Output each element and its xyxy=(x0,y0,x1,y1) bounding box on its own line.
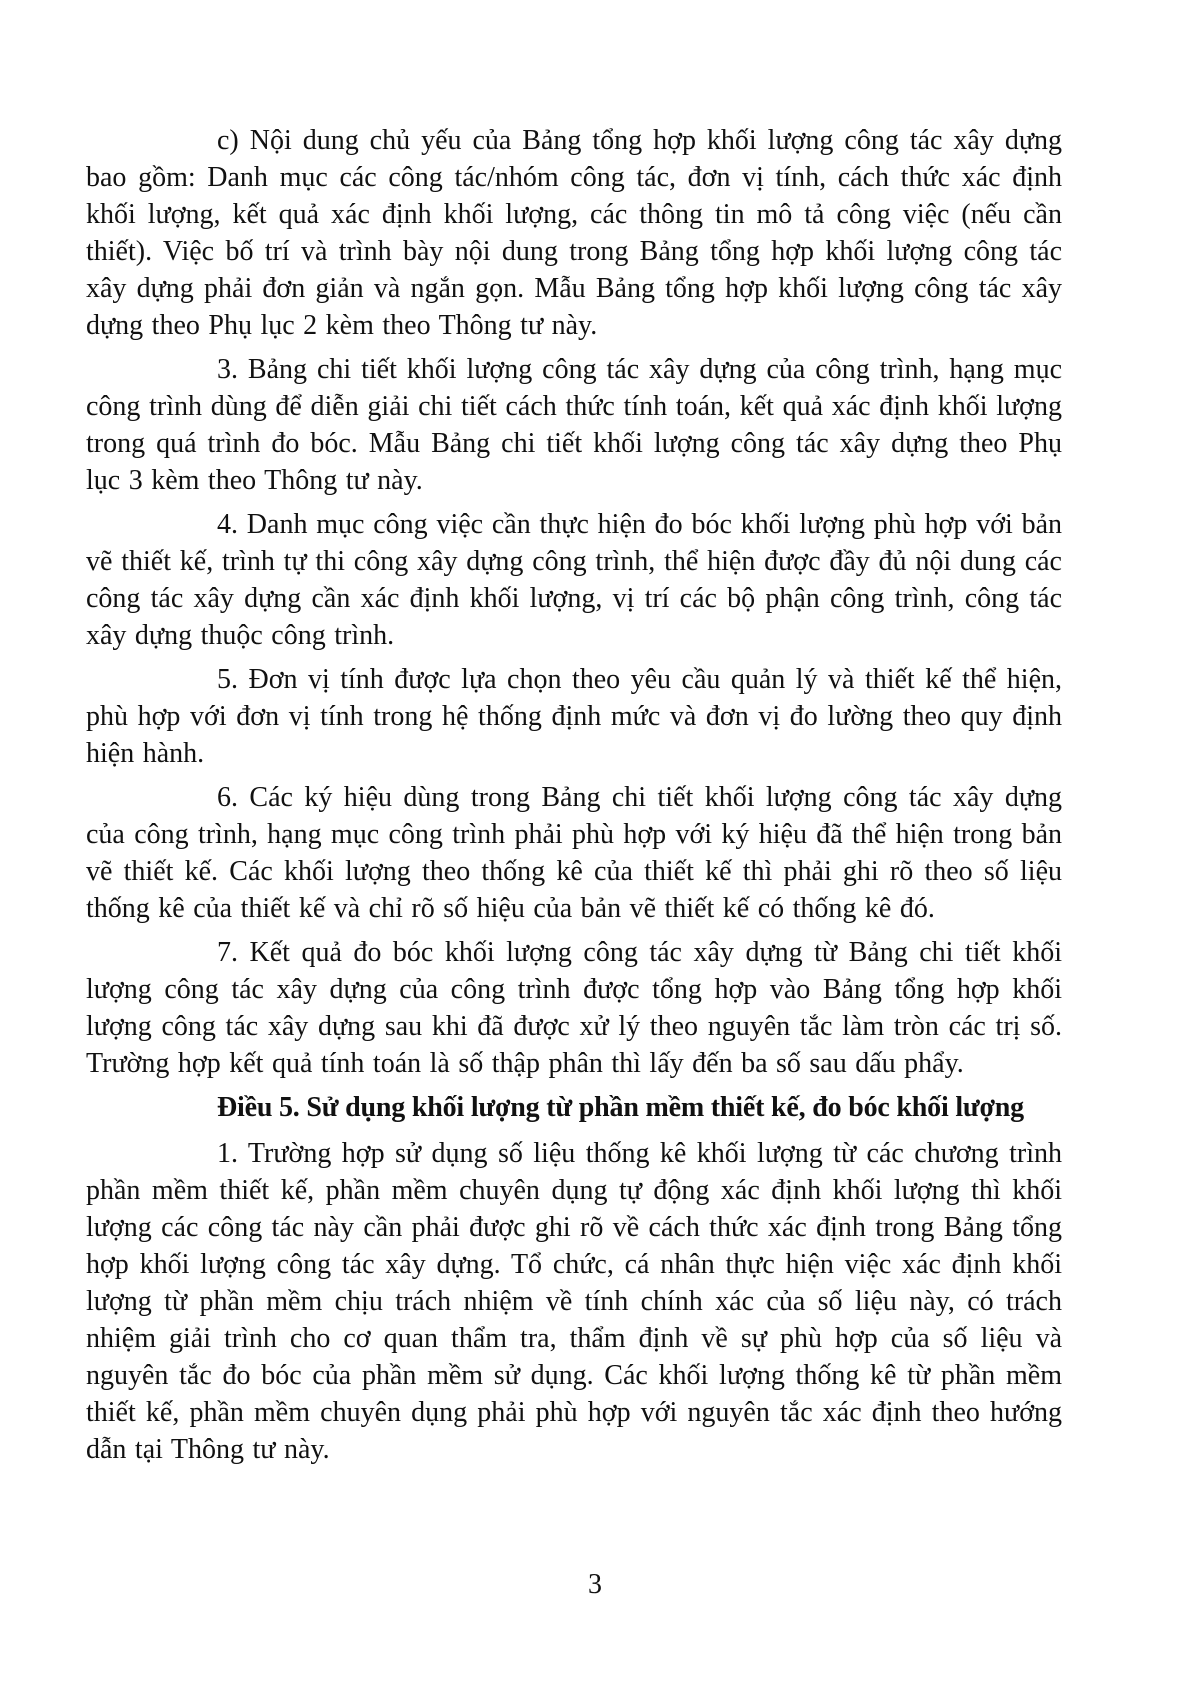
page-number: 3 xyxy=(588,1569,602,1600)
document-body xyxy=(86,122,1062,1475)
paragraph-5: 5. Đơn vị tính được lựa chọn theo yêu cầu quản lý và thiết kế thể hiện, phù hợp với đơn vị tính trong hệ thống định mức và đơn vị đo lường theo quy định hiện hành. xyxy=(86,664,1062,769)
paragraph-6: 6. Các ký hiệu dùng trong Bảng chi tiết khối lượng công tác xây dựng của công trình, hạng mục công trình phải phù hợp với ký hiệu đã thể hiện trong bản vẽ thiết kế. Các khối lượng theo thống kê của thiết kế thì phải ghi rõ theo số liệu thống kê của thiết kế và chỉ rõ số hiệu của bản vẽ thiết kế có thống kê đó. xyxy=(86,782,1062,924)
paragraph-item-c: c) Nội dung chủ yếu của Bảng tổng hợp khối lượng công tác xây dựng bao gồm: Danh mục các công tác/nhóm công tác, đơn vị tính, cách thức xác định khối lượng, kết quả xác định khối lượng, các thông tin mô tả công việc (nếu cần thiết). Việc bố trí và trình bày nội dung trong Bảng tổng hợp khối lượng công tác xây dựng phải đơn giản và ngắn gọn. Mẫu Bảng tổng hợp khối lượng công tác xây dựng theo Phụ lục 2 kèm theo Thông tư này. xyxy=(86,125,1062,341)
heading-article-5: Điều 5. Sử dụng khối lượng từ phần mềm thiết kế, đo bóc khối lượng xyxy=(217,1092,1024,1123)
page-footer xyxy=(0,1566,1190,1603)
paragraph-7: 7. Kết quả đo bóc khối lượng công tác xây dựng từ Bảng chi tiết khối lượng công tác xây dựng của công trình được tổng hợp vào Bảng tổng hợp khối lượng công tác xây dựng sau khi đã được xử lý theo nguyên tắc làm tròn các trị số. Trường hợp kết quả tính toán là số thập phân thì lấy đến ba số sau dấu phẩy. xyxy=(86,937,1062,1079)
paragraph-3: 3. Bảng chi tiết khối lượng công tác xây dựng của công trình, hạng mục công trình dùng để diễn giải chi tiết cách thức tính toán, kết quả xác định khối lượng trong quá trình đo bóc. Mẫu Bảng chi tiết khối lượng công tác xây dựng theo Phụ lục 3 kèm theo Thông tư này. xyxy=(86,354,1062,496)
paragraph-article5-1: 1. Trường hợp sử dụng số liệu thống kê khối lượng từ các chương trình phần mềm thiết kế, phần mềm chuyên dụng tự động xác định khối lượng thì khối lượng các công tác này cần phải được ghi rõ về cách thức xác định trong Bảng tổng hợp khối lượng công tác xây dựng. Tổ chức, cá nhân thực hiện việc xác định khối lượng từ phần mềm chịu trách nhiệm về tính chính xác của số liệu này, có trách nhiệm giải trình cho cơ quan thẩm tra, thẩm định về sự phù hợp của số liệu và nguyên tắc đo bóc của phần mềm sử dụng. Các khối lượng thống kê từ phần mềm thiết kế, phần mềm chuyên dụng phải phù hợp với nguyên tắc xác định theo hướng dẫn tại Thông tư này. xyxy=(86,1138,1062,1465)
paragraph-4: 4. Danh mục công việc cần thực hiện đo bóc khối lượng phù hợp với bản vẽ thiết kế, trình tự thi công xây dựng công trình, thể hiện được đầy đủ nội dung các công tác xây dựng cần xác định khối lượng, vị trí các bộ phận công trình, công tác xây dựng thuộc công trình. xyxy=(86,509,1062,651)
